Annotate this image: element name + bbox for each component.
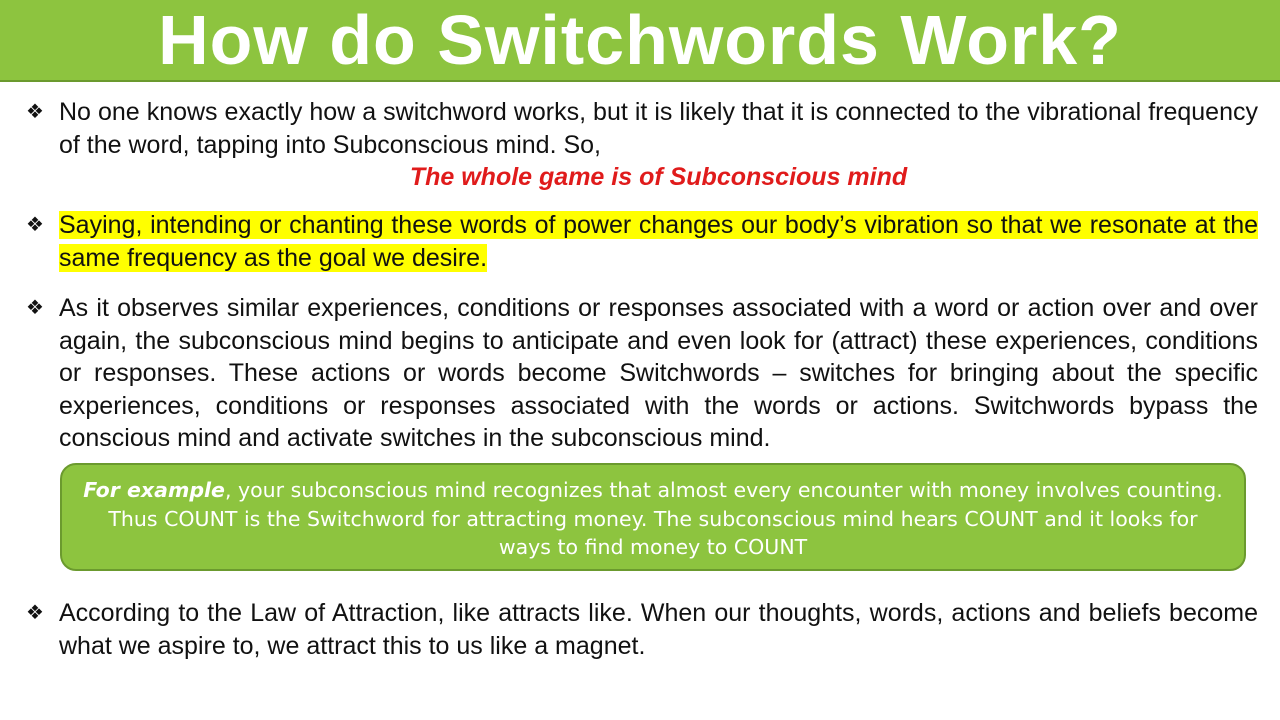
slide-title: How do Switchwords Work? xyxy=(158,1,1122,79)
bullet-diamond-icon: ❖ xyxy=(26,101,44,123)
bullet-text-1 xyxy=(59,96,1258,194)
highlighted-text: Saying, intending or chanting these words of power changes our body’s vibration so that we resonate at the same frequency as the goal we desire. xyxy=(59,211,1258,272)
bullet-diamond-icon: ❖ xyxy=(26,297,44,319)
bullet-diamond-icon: ❖ xyxy=(26,602,44,624)
bullet-text-2 xyxy=(59,209,1258,274)
title-bar xyxy=(0,0,1280,82)
emphasis-statement: The whole game is of Subconscious mind xyxy=(409,163,908,191)
bullet-item-4 xyxy=(26,597,1258,662)
example-callout-box xyxy=(60,463,1246,571)
bullet-body-1: No one knows exactly how a switchword works, but it is likely that it is connected to the vibrational frequency of the word, tapping into Subconscious mind. So, xyxy=(59,98,1258,159)
bullet-item-3 xyxy=(26,292,1258,455)
bullet-item-1 xyxy=(26,96,1258,194)
bullet-diamond-icon: ❖ xyxy=(26,214,44,236)
bullet-item-2 xyxy=(26,209,1258,274)
bullet-text-3: As it observes similar experiences, conditions or responses associated with a word or action over and over again, the subconscious mind begins to anticipate and even look for (attract) these experiences, conditions or responses. These actions or words become Switchwords – switches for bringing about the specific experiences, conditions or responses associated with the words or actions. Switchwords bypass the conscious mind and activate switches in the subconscious mind. xyxy=(59,294,1258,452)
bullet-text-4: According to the Law of Attraction, like attracts like. When our thoughts, words, actions and beliefs become what we aspire to, we attract this to us like a magnet. xyxy=(59,599,1258,660)
example-text: , your subconscious mind recognizes that almost every encounter with money involves counting. Thus COUNT is the Switchword for attracting money. The subconscious mind hears COUNT and it looks for ways to find money to COUNT xyxy=(108,478,1223,559)
example-lead: For example xyxy=(83,478,225,502)
